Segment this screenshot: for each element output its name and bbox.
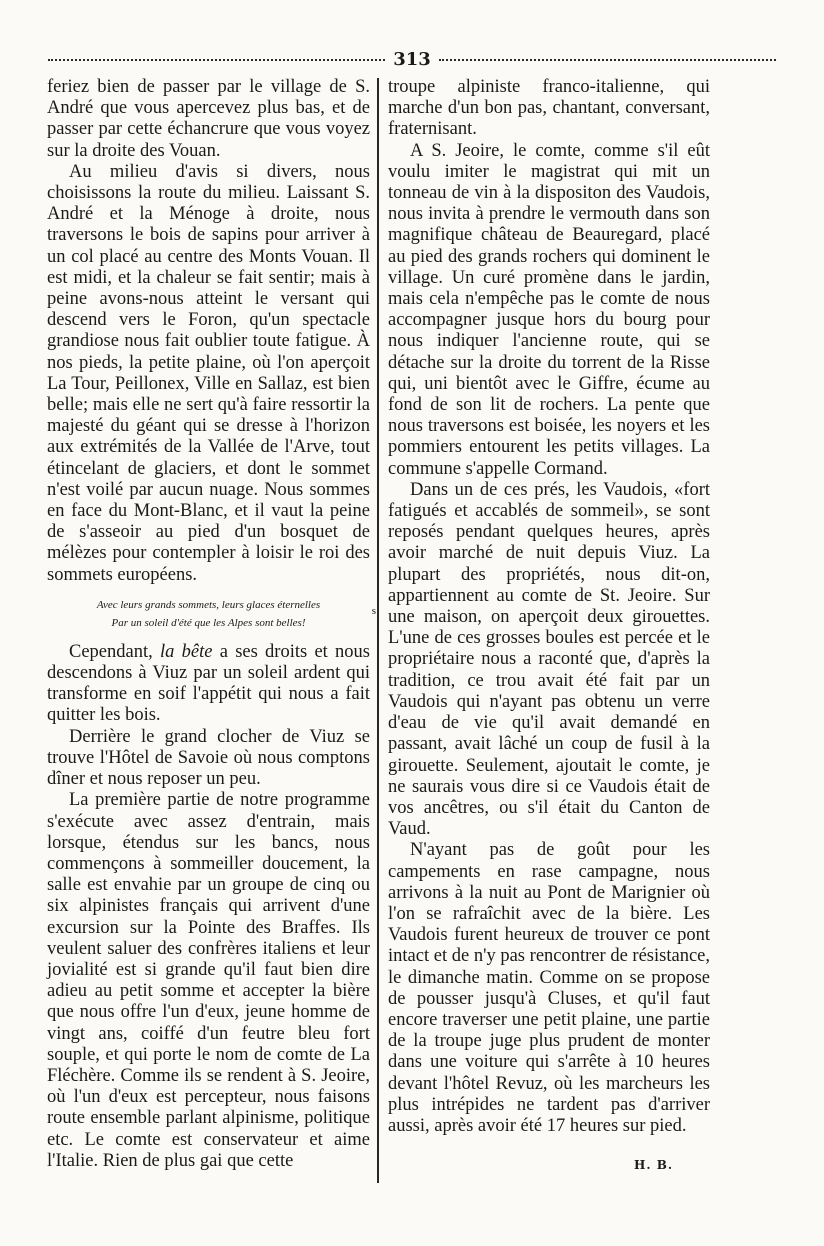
paragraph: troupe alpiniste franco-italienne, qui marche d'un bon pas, chantant, conversant, fraternisant. xyxy=(388,77,710,140)
paragraph: La première partie de notre programme s'exécute avec assez d'entrain, mais lorsque, étendus sur les bancs, nous commençons à sommeiller doucement, la salle est envahie par un groupe de cinq ou six alpinistes français qui arrivent d'une excursion sur la Pointe des Braffes. Ils veulent saluer des confrères italiens et leur jovialité est si grande qu'il faut bien dire adieu au petit somme et accepter la bière que nous offre l'un d'eux, jeune homme de vingt ans, coiffé d'un feutre bleu fort souple, et qui porte le nom de comte de La Fléchère. Comme ils se rendent à S. Jeoire, où l'un d'eux est percepteur, nous faisons route ensemble parlant alpinisme, politique etc. Le comte est conservateur et aime l'Italie. Rien de plus gai que cette xyxy=(47,790,370,1171)
text-run: a ses droits et nous descendons à Viuz par un soleil ardent qui transforme en soif l'appétit qui nous a fait quitter les bois. xyxy=(47,641,371,726)
verse-line: Avec leurs grands sommets, leurs glaces éternelles xyxy=(96,598,321,611)
italic-text: la bête xyxy=(160,641,213,662)
verse-quote xyxy=(47,596,376,632)
text-run: Cependant, xyxy=(69,641,160,662)
right-column xyxy=(388,77,710,1137)
header-rule-right xyxy=(439,59,776,61)
paragraph: Dans un de ces prés, les Vaudois, «fort fatigués et accablés de sommeil», se sont reposés pendant quelques heures, après avoir marché de nuit depuis Viuz. La plupart des propriétés, nous dit-on, appartiennent au comte de St. Jeoire. Sur une maison, on aperçoit deux girouettes. L'une de ces grosses boules est percée et le propriétaire nous a raconté que, d'après la tradition, ce trou avait été fait par un Vaudois qui n'ayant pas obtenu un verre d'eau de vie qu'il avait demandé en passant, avait lâché un coup de fusil à la girouette. Seulement, ajoutait le comte, je ne saurais vous dire si ce Vaudois était de vos ancêtres, ou s'il était du Canton de Vaud. xyxy=(388,479,710,840)
verse-line: Par un soleil d'été que les Alpes sont belles! xyxy=(111,616,306,629)
paragraph: Au milieu d'avis si divers, nous choisissons la route du milieu. Laissant S. André et la Ménoge à droite, nous traversons le bois de sapins pour arriver à un col placé au centre des Monts Vouan. Il est midi, et la chaleur se fait sentir; mais à peine avons-nous atteint le versant qui descend vers le Foron, qu'un spectacle grandiose nous fait oublier toute fatigue. À nos pieds, la petite plaine, où l'on aperçoit La Tour, Peillonex, Ville en Sallaz, est bien belle; mais elle ne sert qu'à faire ressortir la majesté du géant qui se dresse à l'horizon aux extrémités de la Vallée de l'Arve, tout étincelant de glaciers, et dont le sommet n'est voilé par aucun nuage. Nous sommes en face du Mont-Blanc, et il vaut la peine de s'asseoir au pied d'un bosquet de mélèzes pour contempler à loisir le roi des sommets européens. xyxy=(47,161,370,585)
paragraph xyxy=(47,642,370,727)
column-divider xyxy=(377,78,379,1183)
page-number: 313 xyxy=(393,49,431,70)
paragraph: feriez bien de passer par le village de S. André que vous apercevez plus bas, et de passer par cette échancrure que vous voyez sur la droite des Vouan. xyxy=(47,77,370,161)
author-signature: H. B. xyxy=(634,1158,674,1172)
left-column xyxy=(47,77,376,1172)
paragraph: A S. Jeoire, le comte, comme s'il eût voulu imiter le magistrat qui mit un tonneau de vin à la dispositon des Vaudois, nous invita à prendre le vermouth dans son magnifique château de Beauregard, placé au pied des grands rochers qui dominent le village. Un curé promène dans le jardin, mais cela n'empêche pas le comte de nous accompagner jusque hors du bourg pour nous indiquer l'ancienne route, qui se détache sur la droite du torrent de la Risse qui, uni bientôt avec le Giffre, écume au fond de son lit de rochers. La pente que nous traversons est boisée, les noyers et les pommiers entourent les petits villages. La commune s'appelle Cormand. xyxy=(388,140,710,479)
paragraph: N'ayant pas de goût pour les campements en rase campagne, nous arrivons à la nuit au Pont de Marignier où l'on se rafraîchit avec de la bière. Les Vaudois furent heureux de trouver ce pont intact et de n'y pas rencontrer de résistance, le dimanche matin. Comme on se propose de pousser jusqu'à Cluses, et qu'il faut encore traverser une petit plaine, une partie de la troupe juge plus prudent de monter dans une voiture qui s'arrête à 10 heures devant l'hôtel Revuz, où les marcheurs les plus intrépides ne tardent pas d'arriver aussi, après avoir été 17 heures sur pied. xyxy=(388,840,710,1136)
paragraph: Derrière le grand clocher de Viuz se trouve l'Hôtel de Savoie où nous comptons dîner et nous reposer un peu. xyxy=(47,726,370,790)
verse-mark: s xyxy=(371,604,376,617)
page-header xyxy=(48,48,776,72)
header-rule-left xyxy=(48,59,385,61)
